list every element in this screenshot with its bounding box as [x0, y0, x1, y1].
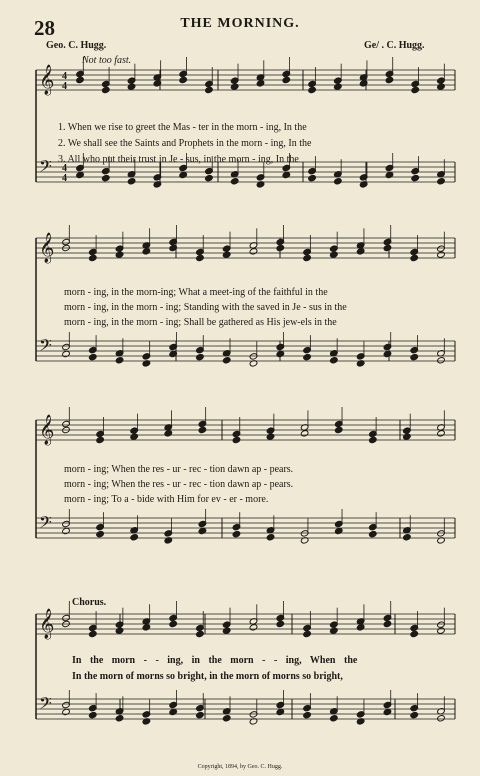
- treble-clef-icon: 𝄞: [39, 233, 55, 263]
- page-number: 28: [34, 16, 55, 40]
- treble-note: [383, 244, 392, 251]
- bass-note: [276, 708, 285, 715]
- bass-note: [89, 353, 98, 360]
- bass-note: [76, 171, 85, 178]
- treble-note: [169, 620, 178, 627]
- bass-note: [276, 350, 285, 357]
- treble-note: [249, 624, 258, 631]
- bass-note: [437, 715, 446, 722]
- treble-note: [303, 630, 312, 637]
- treble-note: [330, 627, 339, 634]
- treble-note: [356, 624, 365, 631]
- bass-clef-icon: 𝄢: [39, 512, 52, 536]
- bass-note: [369, 530, 378, 537]
- treble-note: [308, 86, 317, 93]
- bass-note: [383, 708, 392, 715]
- bass-note: [383, 350, 392, 357]
- treble-note: [89, 630, 98, 637]
- bass-note: [232, 530, 241, 537]
- treble-note: [276, 620, 285, 627]
- treble-note: [383, 620, 392, 627]
- bass-note: [198, 527, 207, 534]
- bass-note: [222, 357, 231, 364]
- bass-note: [411, 174, 420, 181]
- treble-note: [115, 627, 124, 634]
- bass-note: [96, 530, 105, 537]
- treble-note: [369, 436, 378, 443]
- hymn-title: THE MORNING.: [180, 16, 300, 31]
- treble-clef-icon: 𝄞: [39, 65, 55, 95]
- bass-clef-icon: 𝄢: [39, 693, 52, 717]
- bass-note: [62, 350, 71, 357]
- treble-note: [102, 86, 111, 93]
- treble-note: [115, 251, 124, 258]
- bass-clef-icon: 𝄢: [39, 335, 52, 359]
- bass-note: [303, 353, 312, 360]
- treble-note: [164, 430, 173, 437]
- bass-note: [62, 708, 71, 715]
- treble-note: [249, 248, 258, 255]
- treble-note: [330, 251, 339, 258]
- bass-note: [410, 711, 419, 718]
- system-3-lyric-verse-2: morn - ing; When the res - ur - rec - tion dawn ap - pears.: [64, 479, 294, 490]
- bass-note: [222, 715, 231, 722]
- bass-note: [308, 174, 317, 181]
- treble-note: [232, 436, 241, 443]
- bass-note: [385, 171, 394, 178]
- bass-note: [115, 715, 124, 722]
- treble-note: [130, 433, 139, 440]
- treble-note: [410, 254, 419, 261]
- bass-note: [334, 178, 343, 185]
- tempo-marking: Not too fast.: [82, 55, 132, 66]
- treble-note: [303, 254, 312, 261]
- treble-clef-icon: 𝄞: [39, 415, 55, 445]
- bass-note: [62, 527, 71, 534]
- treble-note: [222, 251, 231, 258]
- treble-note: [334, 426, 343, 433]
- time-signature: 4: [62, 81, 67, 92]
- treble-note: [410, 630, 419, 637]
- chorus-label: Chorus.: [72, 597, 107, 608]
- bass-note: [303, 711, 312, 718]
- copyright-notice: Copyright, 1894, by Geo. C. Hugg.: [197, 764, 283, 770]
- bass-note: [196, 353, 205, 360]
- bass-note: [89, 711, 98, 718]
- treble-note: [198, 426, 207, 433]
- system-2-lyric-verse-3: morn - ing, in the morn - ing; Shall be gathered as His jew-els in the: [64, 317, 337, 328]
- bass-note: [437, 178, 446, 185]
- system-3-lyric-verse-3: morn - ing; To a - bide with Him for ev - er - more.: [64, 494, 269, 505]
- system-2-lyric-verse-1: morn - ing, in the morn-ing; What a meet-ing of the faithful in the: [64, 287, 328, 298]
- bass-note: [330, 357, 339, 364]
- treble-note: [256, 80, 265, 87]
- treble-clef-icon: 𝄞: [39, 609, 55, 639]
- bass-note: [102, 174, 111, 181]
- system-2-lyric-verse-2: morn - ing, in the morn - ing; Standing with the saved in Je - sus in the: [64, 302, 347, 313]
- bass-note: [230, 178, 239, 185]
- bass-note: [403, 534, 412, 541]
- treble-note: [96, 436, 105, 443]
- treble-note: [334, 83, 343, 90]
- bass-note: [205, 174, 214, 181]
- chorus-lyric-line-2: In the morn of morns so bright, in the morn of morns so bright,: [72, 671, 343, 682]
- bass-note: [334, 527, 343, 534]
- treble-note: [142, 248, 151, 255]
- bass-note: [437, 357, 446, 364]
- bass-note: [115, 357, 124, 364]
- bass-clef-icon: 𝄢: [39, 156, 52, 180]
- composer-left: Geo. C. Hugg.: [46, 40, 107, 51]
- bass-note: [130, 534, 139, 541]
- bass-note: [266, 534, 275, 541]
- time-signature: 4: [62, 173, 67, 184]
- bass-note: [196, 711, 205, 718]
- treble-note: [437, 83, 446, 90]
- treble-note: [385, 76, 394, 83]
- treble-note: [205, 86, 214, 93]
- treble-note: [76, 76, 85, 83]
- treble-note: [230, 83, 239, 90]
- treble-note: [276, 244, 285, 251]
- bass-note: [169, 708, 178, 715]
- system-1-lyric-verse-1: 1. When we rise to greet the Mas - ter in the morn - ing, In the: [58, 122, 307, 133]
- treble-note: [437, 627, 446, 634]
- system-1-lyric-verse-3: 3. All who put their trust in Je - sus, in the morn - ing, In the: [58, 154, 299, 165]
- treble-note: [411, 86, 420, 93]
- time-signature: 4: [62, 71, 67, 82]
- treble-note: [89, 254, 98, 261]
- treble-note: [403, 433, 412, 440]
- time-signature: 4: [62, 163, 67, 174]
- treble-note: [266, 433, 275, 440]
- treble-note: [282, 76, 291, 83]
- chorus-lyric-line-1: In the morn - - ing, in the morn - - ing, When the: [72, 655, 358, 666]
- treble-note: [196, 254, 205, 261]
- treble-note: [359, 80, 368, 87]
- treble-note: [300, 430, 309, 437]
- composer-right: Ge/ . C. Hugg.: [364, 40, 425, 51]
- treble-note: [127, 83, 136, 90]
- treble-note: [142, 624, 151, 631]
- treble-note: [437, 430, 446, 437]
- bass-note: [330, 715, 339, 722]
- system-3-lyric-verse-1: morn - ing; When the res - ur - rec - tion dawn ap - pears.: [64, 464, 294, 475]
- system-1-lyric-verse-2: 2. We shall see the Saints and Prophets in the morn - ing, In the: [58, 138, 312, 149]
- treble-note: [356, 248, 365, 255]
- bass-note: [410, 353, 419, 360]
- treble-note: [222, 627, 231, 634]
- bass-note: [179, 171, 188, 178]
- bass-note: [127, 178, 136, 185]
- treble-note: [179, 76, 188, 83]
- treble-note: [196, 630, 205, 637]
- bass-note: [282, 171, 291, 178]
- treble-note: [437, 251, 446, 258]
